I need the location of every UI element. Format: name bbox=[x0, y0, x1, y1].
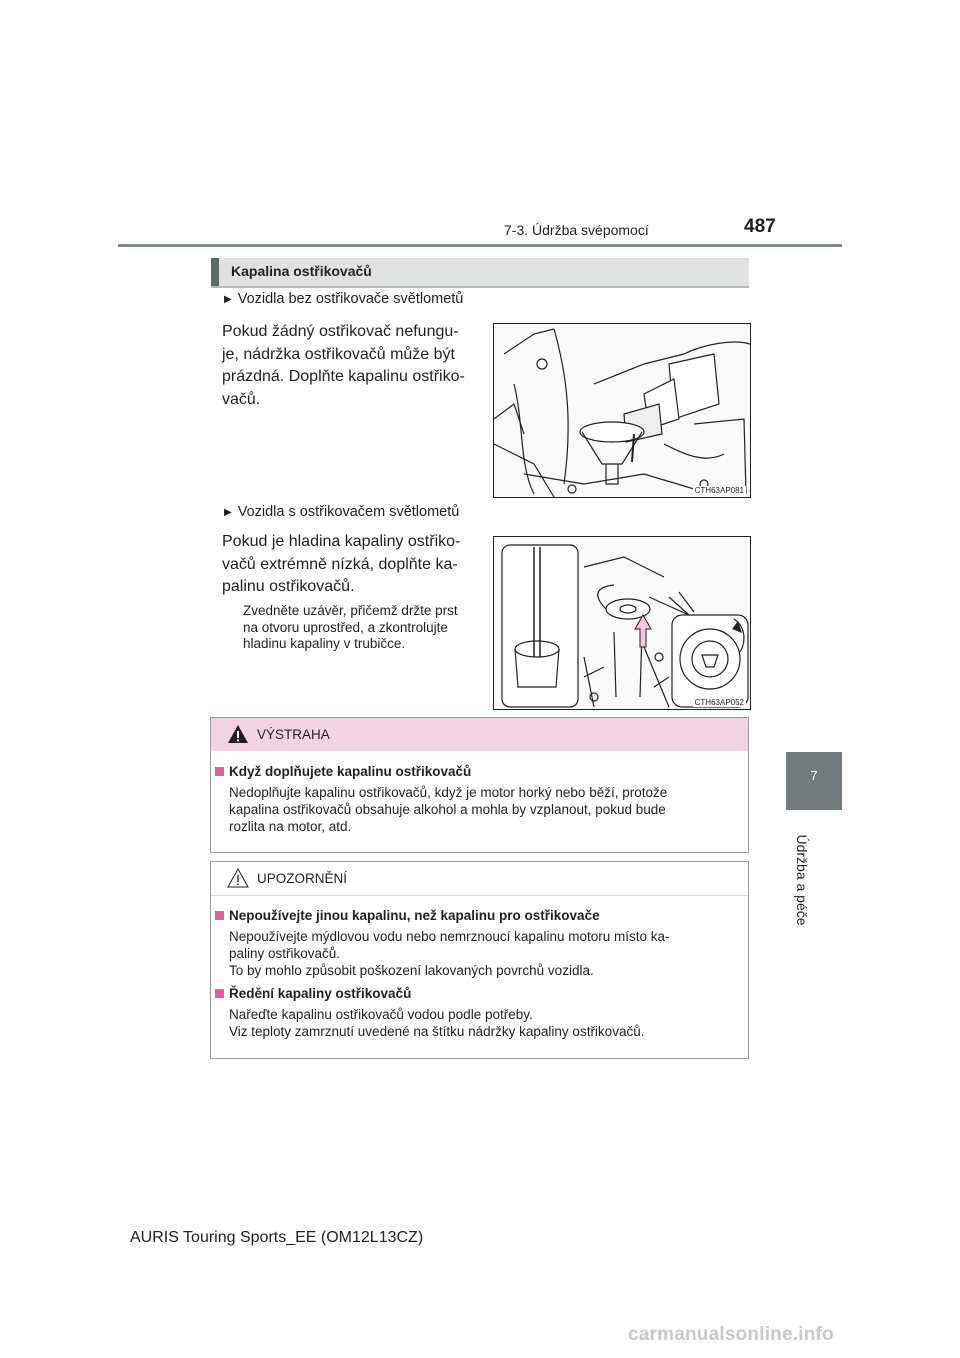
square-bullet-icon bbox=[215, 767, 224, 776]
part2-note-line: Zvedněte uzávěr, přičemž držte prst bbox=[243, 603, 458, 618]
warning-line: Nedoplňujte kapalinu ostřikovačů, když je motor horký nebo běží, protože bbox=[229, 785, 668, 800]
warning-box bbox=[210, 717, 749, 853]
watermark: carmanualsonline.info bbox=[628, 1324, 834, 1345]
bullet-part1 bbox=[224, 291, 463, 307]
part2-line: Pokud je hladina kapaliny ostřiko- bbox=[222, 533, 461, 550]
triangle-bullet-icon: ▶ bbox=[224, 507, 232, 518]
part1-line: vačů. bbox=[222, 390, 261, 408]
notice-item1-body bbox=[229, 928, 740, 979]
chapter-title-vertical bbox=[752, 830, 852, 930]
warning-line: kapalina ostřikovačů obsahuje alkohol a mohla by vzplanout, pokud bude bbox=[229, 802, 666, 817]
funnel-illustration bbox=[494, 324, 750, 497]
figure-code: CTH63AP052 bbox=[694, 698, 744, 707]
part1-text bbox=[222, 321, 478, 411]
part1-line: je, nádržka ostřikovačů může být bbox=[222, 345, 455, 363]
bullet-part2-text: Vozidla s ostřikovačem světlometů bbox=[237, 504, 460, 520]
square-bullet-icon bbox=[215, 989, 224, 998]
footer-model: AURIS Touring Sports_EE (OM12L13CZ) bbox=[130, 1229, 424, 1246]
warning-heading bbox=[215, 764, 471, 779]
notice-label: UPOZORNĚNÍ bbox=[257, 871, 348, 886]
warning-label: VÝSTRAHA bbox=[257, 727, 330, 742]
warning-heading-text: Když doplňujete kapalinu ostřikovačů bbox=[229, 764, 472, 779]
bullet-part2 bbox=[224, 504, 459, 520]
figure-refill-funnel bbox=[493, 323, 751, 498]
notice-item2-heading-text: Ředění kapaliny ostřikovačů bbox=[229, 986, 412, 1001]
part2-line: vačů extrémně nízká, doplňte ka- bbox=[222, 555, 458, 573]
section-marker bbox=[211, 258, 219, 286]
notice-item1-line: To by mohlo způsobit poškození lakovaných povrchů vozidla. bbox=[229, 963, 594, 978]
page-number: 487 bbox=[744, 216, 776, 237]
header-rule bbox=[118, 244, 842, 247]
part1-line: Pokud žádný ostřikovač nefungu- bbox=[222, 323, 459, 340]
notice-header bbox=[211, 862, 748, 896]
chapter-tab: 7 bbox=[786, 752, 842, 810]
section-title: Kapalina ostřikovačů bbox=[231, 263, 372, 279]
caution-triangle-icon bbox=[227, 868, 249, 888]
bullet-part1-text: Vozidla bez ostřikovače světlometů bbox=[237, 291, 464, 307]
notice-item2-body bbox=[229, 1006, 740, 1040]
notice-item2-line: Nařeďte kapalinu ostřikovačů vodou podle potřeby. bbox=[229, 1007, 533, 1022]
part2-note-line: hladinu kapaliny v trubičce. bbox=[243, 636, 406, 651]
section-title-bar bbox=[211, 258, 749, 288]
warning-triangle-icon bbox=[227, 724, 249, 744]
part2-line: palinu ostřikovačů. bbox=[222, 578, 355, 595]
figure-code: CTH63AP081 bbox=[694, 486, 744, 495]
warning-body bbox=[229, 784, 740, 835]
figure-level-check bbox=[493, 536, 751, 710]
notice-item1-heading-text: Nepoužívejte jinou kapalinu, než kapalinu pro ostřikovače bbox=[229, 908, 600, 923]
part2-note bbox=[243, 603, 485, 653]
warning-line: rozlita na motor, atd. bbox=[229, 819, 352, 834]
part2-text bbox=[222, 531, 478, 599]
header-section: 7-3. Údržba svépomocí bbox=[504, 222, 649, 238]
notice-item2-line: Viz teploty zamrznutí uvedené na štítku nádržky kapaliny ostřikovačů. bbox=[229, 1024, 645, 1039]
triangle-bullet-icon: ▶ bbox=[224, 294, 232, 305]
square-bullet-icon bbox=[215, 911, 224, 920]
notice-item2-heading bbox=[215, 986, 411, 1001]
level-check-illustration bbox=[494, 537, 750, 709]
notice-box bbox=[210, 861, 749, 1059]
chapter-title: Údržba a péče bbox=[794, 834, 810, 926]
notice-item1-line: paliny ostřikovačů. bbox=[229, 946, 341, 961]
part2-note-line: na otvoru uprostřed, a zkontrolujte bbox=[243, 619, 448, 635]
part1-line: prázdná. Doplňte kapalinu ostřiko- bbox=[222, 368, 465, 385]
notice-item1-heading bbox=[215, 908, 600, 923]
warning-header bbox=[211, 718, 748, 751]
notice-item1-line: Nepoužívejte mýdlovou vodu nebo nemrznoucí kapalinu motoru místo ka- bbox=[229, 929, 670, 944]
